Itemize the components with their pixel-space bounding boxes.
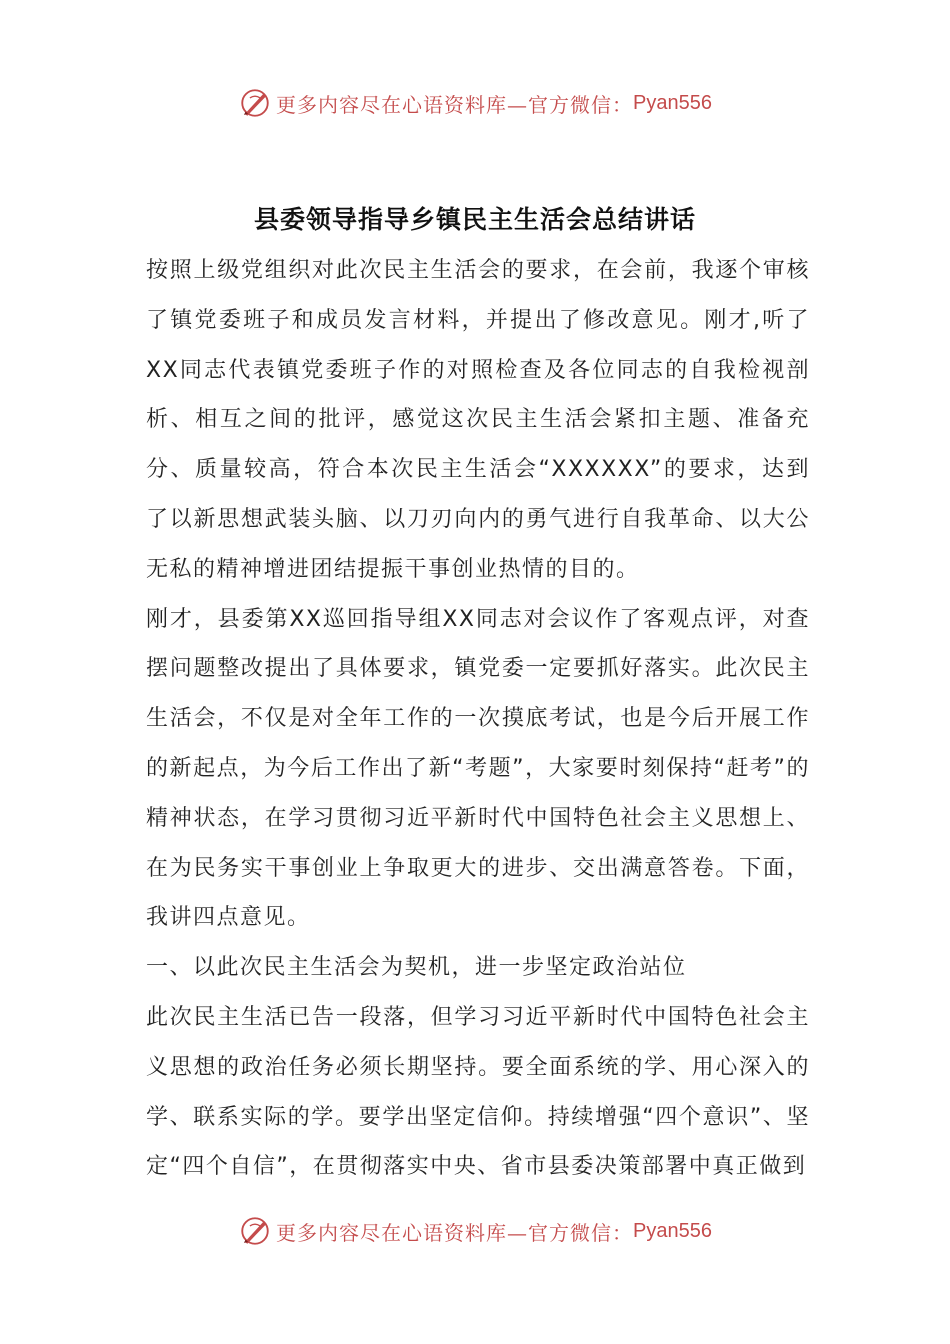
watermark-footer xyxy=(0,1208,950,1254)
watermark-text: 更多内容尽在心语资料库—官方微信： xyxy=(276,1220,634,1245)
watermark-header xyxy=(0,80,950,126)
watermark-wechat-id: Pyan556 xyxy=(633,1219,712,1242)
watermark-wechat-id: Pyan556 xyxy=(633,91,712,114)
watermark-text: 更多内容尽在心语资料库—官方微信： xyxy=(276,92,634,117)
paragraph-3: 此次民主生活已告一段落，但学习习近平新时代中国特色社会主义思想的政治任务必须长期坚持。要全面系统的学、用心深入的学、联系实际的学。要学出坚定信仰。持续增强“四个意识”、坚定“四个自信”，在贯彻落实中央、省市县委决策部署中真正做到 xyxy=(146,1004,810,1180)
paragraph-2: 刚才，县委第XX巡回指导组XX同志对会议作了客观点评，对查摆问题整改提出了具体要求，镇党委一定要抓好落实。此次民主生活会，不仅是对全年工作的一次摸底考试，也是今后开展工作的新起点，为今后工作出了新“考题”，大家要时刻保持“赶考”的精神状态，在学习贯彻习近平新时代中国特色社会主义思想上、在为民务实干事创业上争取更大的进步、交出满意答卷。下面，我讲四点意见。 xyxy=(146,606,810,931)
pen-logo-icon xyxy=(238,86,272,120)
pen-logo-icon xyxy=(238,1214,272,1248)
document-body xyxy=(146,246,810,1192)
paragraph-1: 按照上级党组织对此次民主生活会的要求，在会前，我逐个审核了镇党委班子和成员发言材料，并提出了修改意见。刚才,听了XX同志代表镇党委班子作的对照检查及各位同志的自我检视剖析、相互之间的批评，感觉这次民主生活会紧扣主题、准备充分、质量较高，符合本次民主生活会“XXXXXX”的要求，达到了以新思想武装头脑、以刀刃向内的勇气进行自我革命、以大公无私的精神增进团结提振干事创业热情的目的。 xyxy=(146,258,810,582)
document-title: 县委领导指导乡镇民主生活会总结讲话 xyxy=(253,205,696,234)
section-heading-1: 一、以此次民主生活会为契机，进一步坚定政治站位 xyxy=(146,955,687,981)
